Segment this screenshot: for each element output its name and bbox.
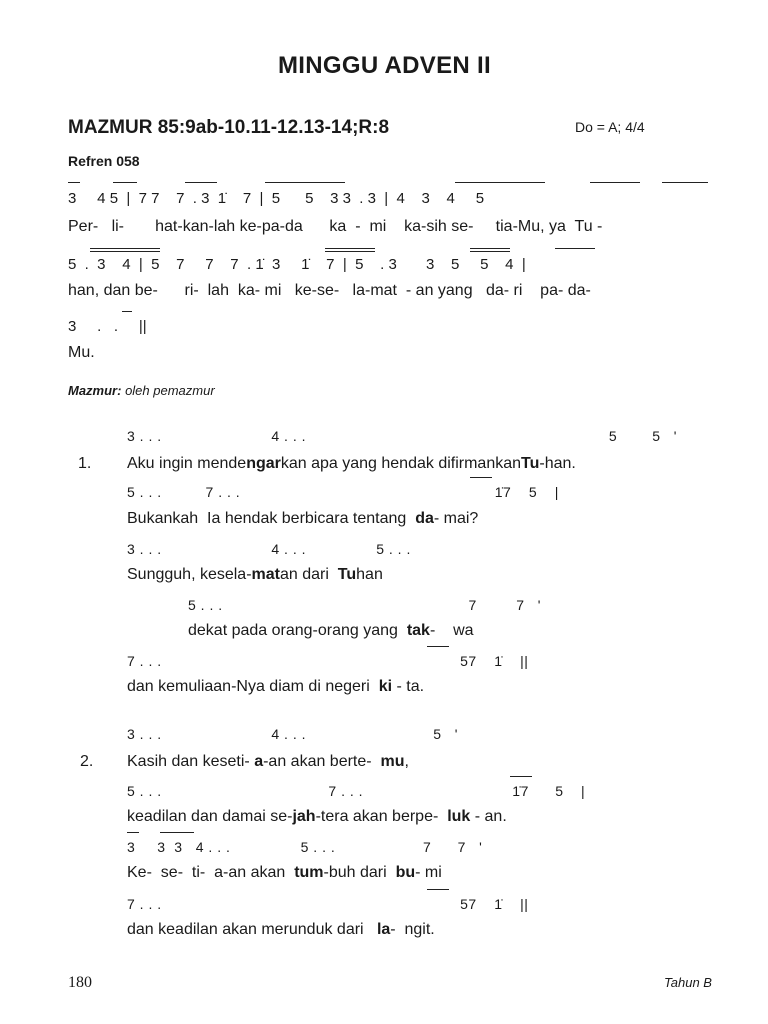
verse-text: , bbox=[404, 753, 409, 770]
beam-mark bbox=[68, 182, 80, 183]
verse-text: -an akan berte- bbox=[263, 753, 381, 770]
accent-syllable: luk bbox=[447, 808, 471, 825]
psalm-tone: 3 . . . 4 . . . 5 . . . bbox=[127, 541, 411, 557]
verse-line bbox=[127, 808, 507, 826]
psalm-intro bbox=[68, 383, 215, 398]
accent-syllable: bu bbox=[395, 864, 416, 881]
verse-text: -buh dari bbox=[323, 864, 396, 881]
psalm-intro-label: Mazmur: bbox=[68, 383, 122, 398]
verse-text: - ngit. bbox=[390, 921, 435, 938]
beam-mark bbox=[325, 248, 375, 249]
verse-text: dan kemuliaan-Nya diam di negeri bbox=[127, 678, 379, 695]
psalm-intro-text: oleh pemazmur bbox=[121, 383, 215, 398]
psalm-tone: 7 . . . 57 1̇ || bbox=[127, 896, 529, 912]
accent-syllable: a bbox=[254, 753, 264, 770]
beam-mark bbox=[113, 182, 137, 183]
beam-mark bbox=[455, 182, 545, 183]
verse-line bbox=[127, 753, 409, 771]
verse-text: han bbox=[356, 566, 383, 583]
accent-syllable: da bbox=[415, 510, 434, 527]
verse-text: - mai? bbox=[433, 510, 479, 527]
accent-syllable: ki bbox=[378, 678, 393, 695]
verse-text: Ke- se- ti- a-an akan bbox=[127, 864, 295, 881]
psalm-tone: 5 . . . 7 . . . 1̇7 5 | bbox=[127, 484, 559, 500]
verse-text: - wa bbox=[429, 622, 474, 639]
refrain-notes-line-1: 3 4 5 | 7 7 7 . 3 1̇ 7 | 5 5 3 3 . 3 | 4 3 4 5 bbox=[68, 190, 485, 207]
beam-mark bbox=[427, 646, 449, 647]
refrain-lyrics-line-3: Mu. bbox=[68, 344, 95, 361]
refrain-heading: Refren 058 bbox=[68, 153, 140, 169]
verse-line bbox=[127, 678, 424, 696]
verse-text: - ta. bbox=[392, 678, 425, 695]
stanza-number: 1. bbox=[78, 455, 92, 472]
verse-text: - mi bbox=[415, 864, 442, 881]
beam-mark bbox=[470, 248, 510, 249]
psalm-reference: MAZMUR 85:9ab-10.11-12.13-14;R:8 bbox=[68, 117, 390, 138]
refrain-lyrics-line-2: han, dan be- ri- lah ka- mi ke-se- la-mat - an yang da- ri pa- da- bbox=[68, 282, 591, 299]
accent-syllable: tum bbox=[294, 864, 324, 881]
beam-mark bbox=[470, 251, 510, 252]
verse-text: Sungguh, kesela- bbox=[127, 566, 252, 583]
beam-mark bbox=[427, 889, 449, 890]
beam-mark bbox=[470, 477, 492, 478]
beam-mark bbox=[662, 182, 708, 183]
psalm-tone: 5 . . . 7 . . . 1̇7 5 | bbox=[127, 783, 586, 799]
beam-mark bbox=[185, 182, 217, 183]
accent-syllable: Tu bbox=[337, 566, 357, 583]
psalm-tone: 3 . . . 4 . . . 5 ' bbox=[127, 726, 458, 742]
psalm-tone: 3 . . . 4 . . . 5 5 ' bbox=[127, 428, 677, 444]
accent-syllable: mat bbox=[251, 566, 280, 583]
psalm-tone: 3 3 3 4 . . . 5 . . . 7 7 ' bbox=[127, 839, 483, 855]
verse-text: Kasih dan keseti- bbox=[127, 753, 255, 770]
beam-mark bbox=[590, 182, 640, 183]
beam-mark bbox=[122, 311, 132, 312]
verse-text: -han. bbox=[539, 455, 576, 472]
verse-text: dan keadilan akan merunduk dari bbox=[127, 921, 377, 938]
psalm-tone: 7 . . . 57 1̇ || bbox=[127, 653, 529, 669]
liturgical-year: Tahun B bbox=[664, 975, 712, 990]
verse-line bbox=[127, 921, 435, 939]
beam-mark bbox=[265, 182, 345, 183]
verse-line bbox=[127, 455, 576, 473]
page-number: 180 bbox=[68, 974, 92, 991]
verse-text: - an. bbox=[470, 808, 507, 825]
beam-mark bbox=[127, 832, 139, 833]
accent-syllable: mu bbox=[380, 753, 405, 770]
accent-syllable: Tu bbox=[521, 455, 540, 472]
stanza-number: 2. bbox=[80, 753, 94, 770]
beam-mark bbox=[510, 776, 532, 777]
verse-text: Aku ingin mende bbox=[127, 455, 247, 472]
verse-text: -tera akan berpe- bbox=[315, 808, 448, 825]
verse-text: Bukankah Ia hendak berbicara tentang bbox=[127, 510, 416, 527]
key-signature: Do = A; 4/4 bbox=[575, 119, 645, 135]
verse-line bbox=[127, 864, 442, 882]
verse-line bbox=[127, 510, 478, 528]
page-title: MINGGU ADVEN II bbox=[278, 52, 491, 79]
beam-mark bbox=[325, 251, 375, 252]
beam-mark bbox=[160, 832, 194, 833]
beam-mark bbox=[90, 251, 160, 252]
verse-text: keadilan dan damai se- bbox=[127, 808, 293, 825]
verse-line bbox=[127, 566, 383, 584]
refrain-lyrics-line-1: Per- li- hat-kan-lah ke-pa-da ka - mi ka-sih se- tia-Mu, ya Tu - bbox=[68, 218, 603, 235]
verse-text: dekat pada orang-orang yang bbox=[188, 622, 407, 639]
accent-syllable: ngar bbox=[246, 455, 281, 472]
psalm-tone: 5 . . . 7 7 ' bbox=[188, 597, 541, 613]
verse-text: an dari bbox=[279, 566, 338, 583]
accent-syllable: la bbox=[376, 921, 391, 938]
verse-line bbox=[188, 622, 474, 640]
refrain-notes-line-3: 3 . . || bbox=[68, 318, 147, 335]
verse-text: kan apa yang hendak difirmankan bbox=[280, 455, 522, 472]
accent-syllable: tak bbox=[406, 622, 430, 639]
beam-mark bbox=[555, 248, 595, 249]
refrain-notes-line-2: 5 . 3 4 | 5 7 7 7 . 1̇ 3 1̇ 7 | 5 . 3 3 5 5 4 | bbox=[68, 256, 526, 273]
beam-mark bbox=[90, 248, 160, 249]
accent-syllable: jah bbox=[292, 808, 316, 825]
